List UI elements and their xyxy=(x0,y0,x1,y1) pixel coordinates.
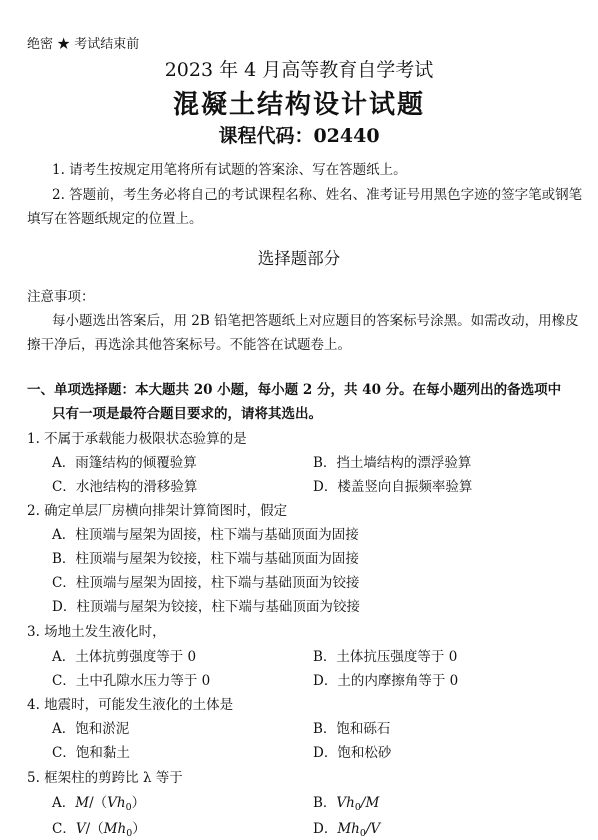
option-b-prefix: B． xyxy=(313,795,337,811)
question-4-option-d: D．饱和松砂 xyxy=(313,745,392,761)
formula-var: Mh xyxy=(103,821,127,837)
question-1-option-c: C．水池结构的滑移验算 xyxy=(52,479,198,495)
question-3-option-d: D．土的内摩擦角等于 0 xyxy=(313,673,459,689)
question-4-option-a: A．饱和淤泥 xyxy=(52,721,130,737)
question-5-option-a xyxy=(52,791,145,813)
section-title: 选择题部分 xyxy=(257,249,341,268)
formula-sub: 0 xyxy=(359,828,366,839)
formula-sub: 0 xyxy=(126,828,133,839)
part1-heading-line1: 一、单项选择题：本大题共 20 小题，每小题 2 分，共 40 分。在每小题列出的备选项中 xyxy=(27,382,562,398)
question-4-option-c: C．饱和黏土 xyxy=(52,745,130,761)
question-2-stem: 2. 确定单层厂房横向排架计算简图时，假定 xyxy=(27,503,288,519)
formula-end: ） xyxy=(131,795,146,811)
question-1-option-d: D．楼盖竖向自振频率验算 xyxy=(313,479,473,495)
formula-var: Vh xyxy=(336,795,355,811)
part1-heading-line2: 只有一项是最符合题目要求的，请将其选出。 xyxy=(52,406,322,422)
question-3-option-a: A．土体抗剪强度等于 0 xyxy=(52,649,197,665)
notice-label: 注意事项： xyxy=(27,289,95,305)
course-code: 课程代码：02440 xyxy=(218,125,380,147)
notice-line-2: 擦干净后，再选涂其他答案标号。不能答在试题卷上。 xyxy=(27,337,351,353)
instruction-2-line2: 填写在答题纸规定的位置上。 xyxy=(27,211,203,227)
formula-sub: 0 xyxy=(354,802,361,813)
formula-var: Vh xyxy=(107,795,126,811)
option-a-prefix: A． xyxy=(52,795,76,811)
formula-end: /M xyxy=(360,795,380,811)
question-3-option-c: C．土中孔隙水压力等于 0 xyxy=(52,673,211,689)
subject-title: 混凝土结构设计试题 xyxy=(172,90,425,120)
formula-sep: /（ xyxy=(85,821,104,837)
exam-title: 2023 年 4 月高等教育自学考试 xyxy=(164,59,434,81)
instruction-2-line1: 2. 答题前，考生务必将自己的考试课程名称、姓名、准考证号用黑色字迹的签字笔或钢笔 xyxy=(52,187,583,203)
question-2-option-c: C．柱顶端与屋架为固接，柱下端与基础顶面为铰接 xyxy=(52,575,360,591)
option-c-prefix: C． xyxy=(52,821,76,837)
question-3-option-b: B．土体抗压强度等于 0 xyxy=(313,649,458,665)
secret-label: 绝密 ★ 考试结束前 xyxy=(27,37,140,52)
question-1-stem: 1. 不属于承载能力极限状态验算的是 xyxy=(27,431,247,447)
question-4-option-b: B．饱和砾石 xyxy=(313,721,391,737)
option-d-prefix: D． xyxy=(313,821,338,837)
question-5-option-d xyxy=(313,817,380,839)
formula-var: V xyxy=(75,821,86,837)
formula-end: /V xyxy=(365,821,381,837)
question-5-stem: 5. 框架柱的剪跨比 λ 等于 xyxy=(27,770,183,786)
formula-end: ） xyxy=(132,821,146,837)
question-3-stem: 3. 场地土发生液化时， xyxy=(27,624,166,640)
question-2-option-d: D．柱顶端与屋架为铰接，柱下端与基础顶面为铰接 xyxy=(52,599,360,615)
question-5-option-c xyxy=(52,817,146,839)
question-4-stem: 4. 地震时，可能发生液化的土体是 xyxy=(27,697,234,713)
question-1-option-b: B．挡土墙结构的漂浮验算 xyxy=(313,455,472,471)
question-2-option-b: B．柱顶端与屋架为铰接，柱下端与基础顶面为固接 xyxy=(52,551,359,567)
instruction-1: 1. 请考生按规定用笔将所有试题的答案涂、写在答题纸上。 xyxy=(52,162,407,178)
formula-sep: /（ xyxy=(89,795,108,811)
notice-line-1: 每小题选出答案后，用 2B 铅笔把答题纸上对应题目的答案标号涂黑。如需改动，用橡皮 xyxy=(52,313,579,329)
formula-var: M xyxy=(75,795,90,811)
question-2-option-a: A．柱顶端与屋架为固接，柱下端与基础顶面为固接 xyxy=(52,527,359,543)
question-5-option-b xyxy=(313,791,379,813)
formula-var: Mh xyxy=(337,821,360,837)
question-1-option-a: A．雨篷结构的倾覆验算 xyxy=(52,455,197,471)
formula-sub: 0 xyxy=(125,802,132,813)
